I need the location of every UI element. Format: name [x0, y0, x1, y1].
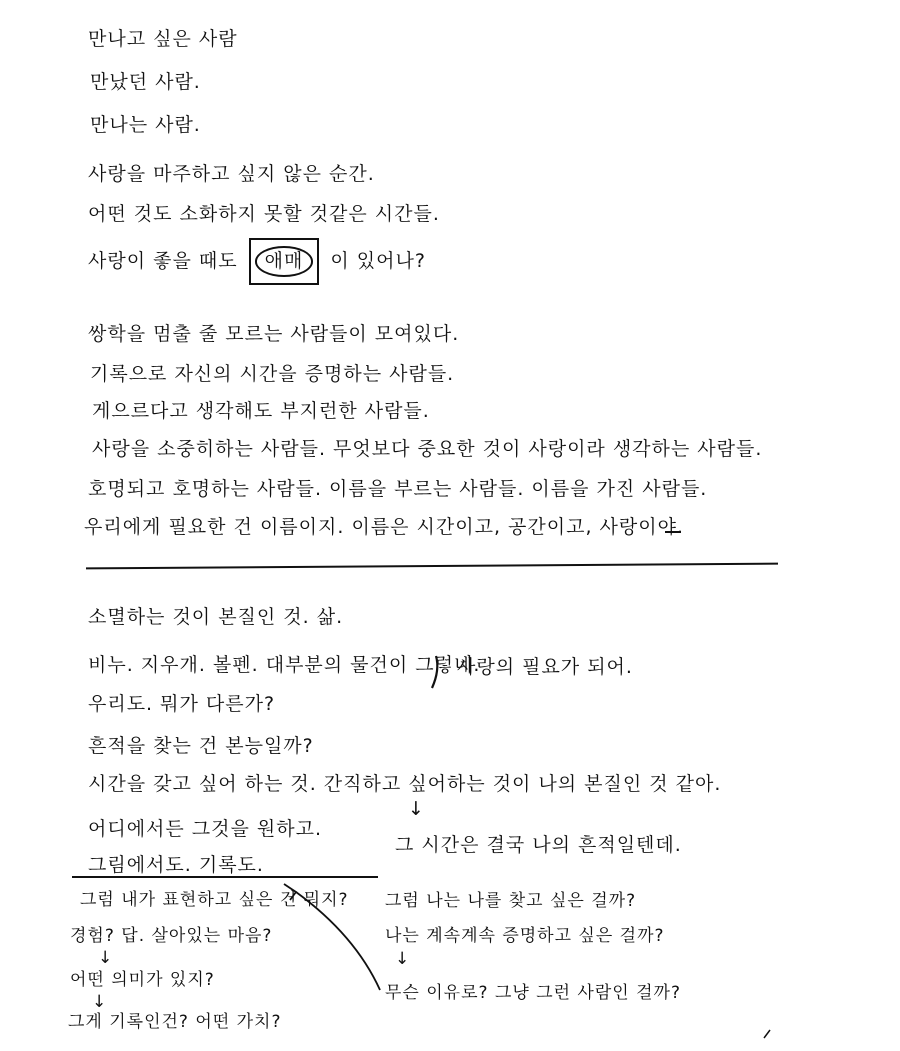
- s4-right-line-2: 나는 계속계속 증명하고 싶은 걸까?: [385, 926, 665, 946]
- s2-line-4: 사랑을 소중히하는 사람들. 무엇보다 중요한 것이 사랑이라 생각하는 사람들.: [92, 438, 763, 460]
- s2-line-2: 기록으로 자신의 시간을 증명하는 사람들.: [90, 363, 455, 385]
- s3-aside: 사랑의 필요가 되어.: [457, 656, 633, 678]
- s2-line-3: 게으르다고 생각해도 부지런한 사람들.: [92, 400, 430, 422]
- bracket-mark: [432, 656, 437, 688]
- s3-line-3: 우리도. 뭐가 다른가?: [88, 693, 276, 715]
- down-arrow-2: ↓: [98, 948, 114, 968]
- s4-left-line-4: 그게 기록인건? 어떤 가치?: [68, 1012, 282, 1032]
- down-arrow-4: ↓: [395, 949, 411, 969]
- s2-line-5: 호명되고 호명하는 사람들. 이름을 부르는 사람들. 이름을 가진 사람들.: [88, 478, 708, 500]
- s4-right-line-3: 무슨 이유로? 그냥 그런 사람인 걸까?: [385, 983, 681, 1003]
- s1-line-2: 만났던 사람.: [90, 71, 201, 93]
- s4-left-line-2: 경험? 답. 살아있는 마음?: [70, 926, 273, 946]
- s2-line-1: 쌍학을 멈출 줄 모르는 사람들이 모여있다.: [88, 323, 460, 345]
- s4-left-line-1: 그럼 내가 표현하고 싶은 건 뭐지?: [80, 890, 349, 910]
- s1-line-3: 만나는 사람.: [90, 114, 201, 136]
- down-arrow-1: ↓: [408, 798, 425, 820]
- s1-line-4: 사랑을 마주하고 싶지 않은 순간.: [88, 163, 375, 185]
- s1-line-1: 만나고 싶은 사람: [88, 28, 238, 50]
- circled-word: 애매: [255, 246, 314, 277]
- s3-line-8: 그림에서도. 기록도.: [88, 854, 264, 876]
- s1-line-5: 어떤 것도 소화하지 못할 것같은 시간들.: [88, 203, 440, 225]
- connector-curve: [296, 892, 380, 990]
- s3-line-1: 소멸하는 것이 본질인 것. 삶.: [88, 606, 344, 628]
- s3-line-2: 비누. 지우개. 볼펜. 대부분의 물건이 그렇네.: [88, 654, 481, 676]
- s3-line-4: 흔적을 찾는 건 본능일까?: [88, 735, 314, 757]
- s3-line-6: 어디에서든 그것을 원하고.: [88, 818, 323, 840]
- s1-line-6-end: 이 있어나?: [330, 250, 426, 272]
- s4-right-line-1: 그럼 나는 나를 찾고 싶은 걸까?: [385, 891, 637, 911]
- connector-arrowhead: [284, 884, 296, 900]
- s2-line-6: 우리에게 필요한 건 이름이지. 이름은 시간이고, 공간이고, 사랑이야.: [84, 516, 684, 538]
- s1-line-6-start: 사랑이 좋을 때도: [88, 250, 238, 272]
- s3-line-5: 시간을 갖고 싶어 하는 것. 간직하고 싶어하는 것이 나의 본질인 것 같아.: [88, 773, 722, 795]
- pen-tick: [764, 1030, 770, 1038]
- s3-line-7: 그 시간은 결국 나의 흔적일텐데.: [395, 834, 682, 856]
- down-arrow-3: ↓: [92, 992, 108, 1012]
- s4-left-line-3: 어떤 의미가 있지?: [70, 970, 215, 990]
